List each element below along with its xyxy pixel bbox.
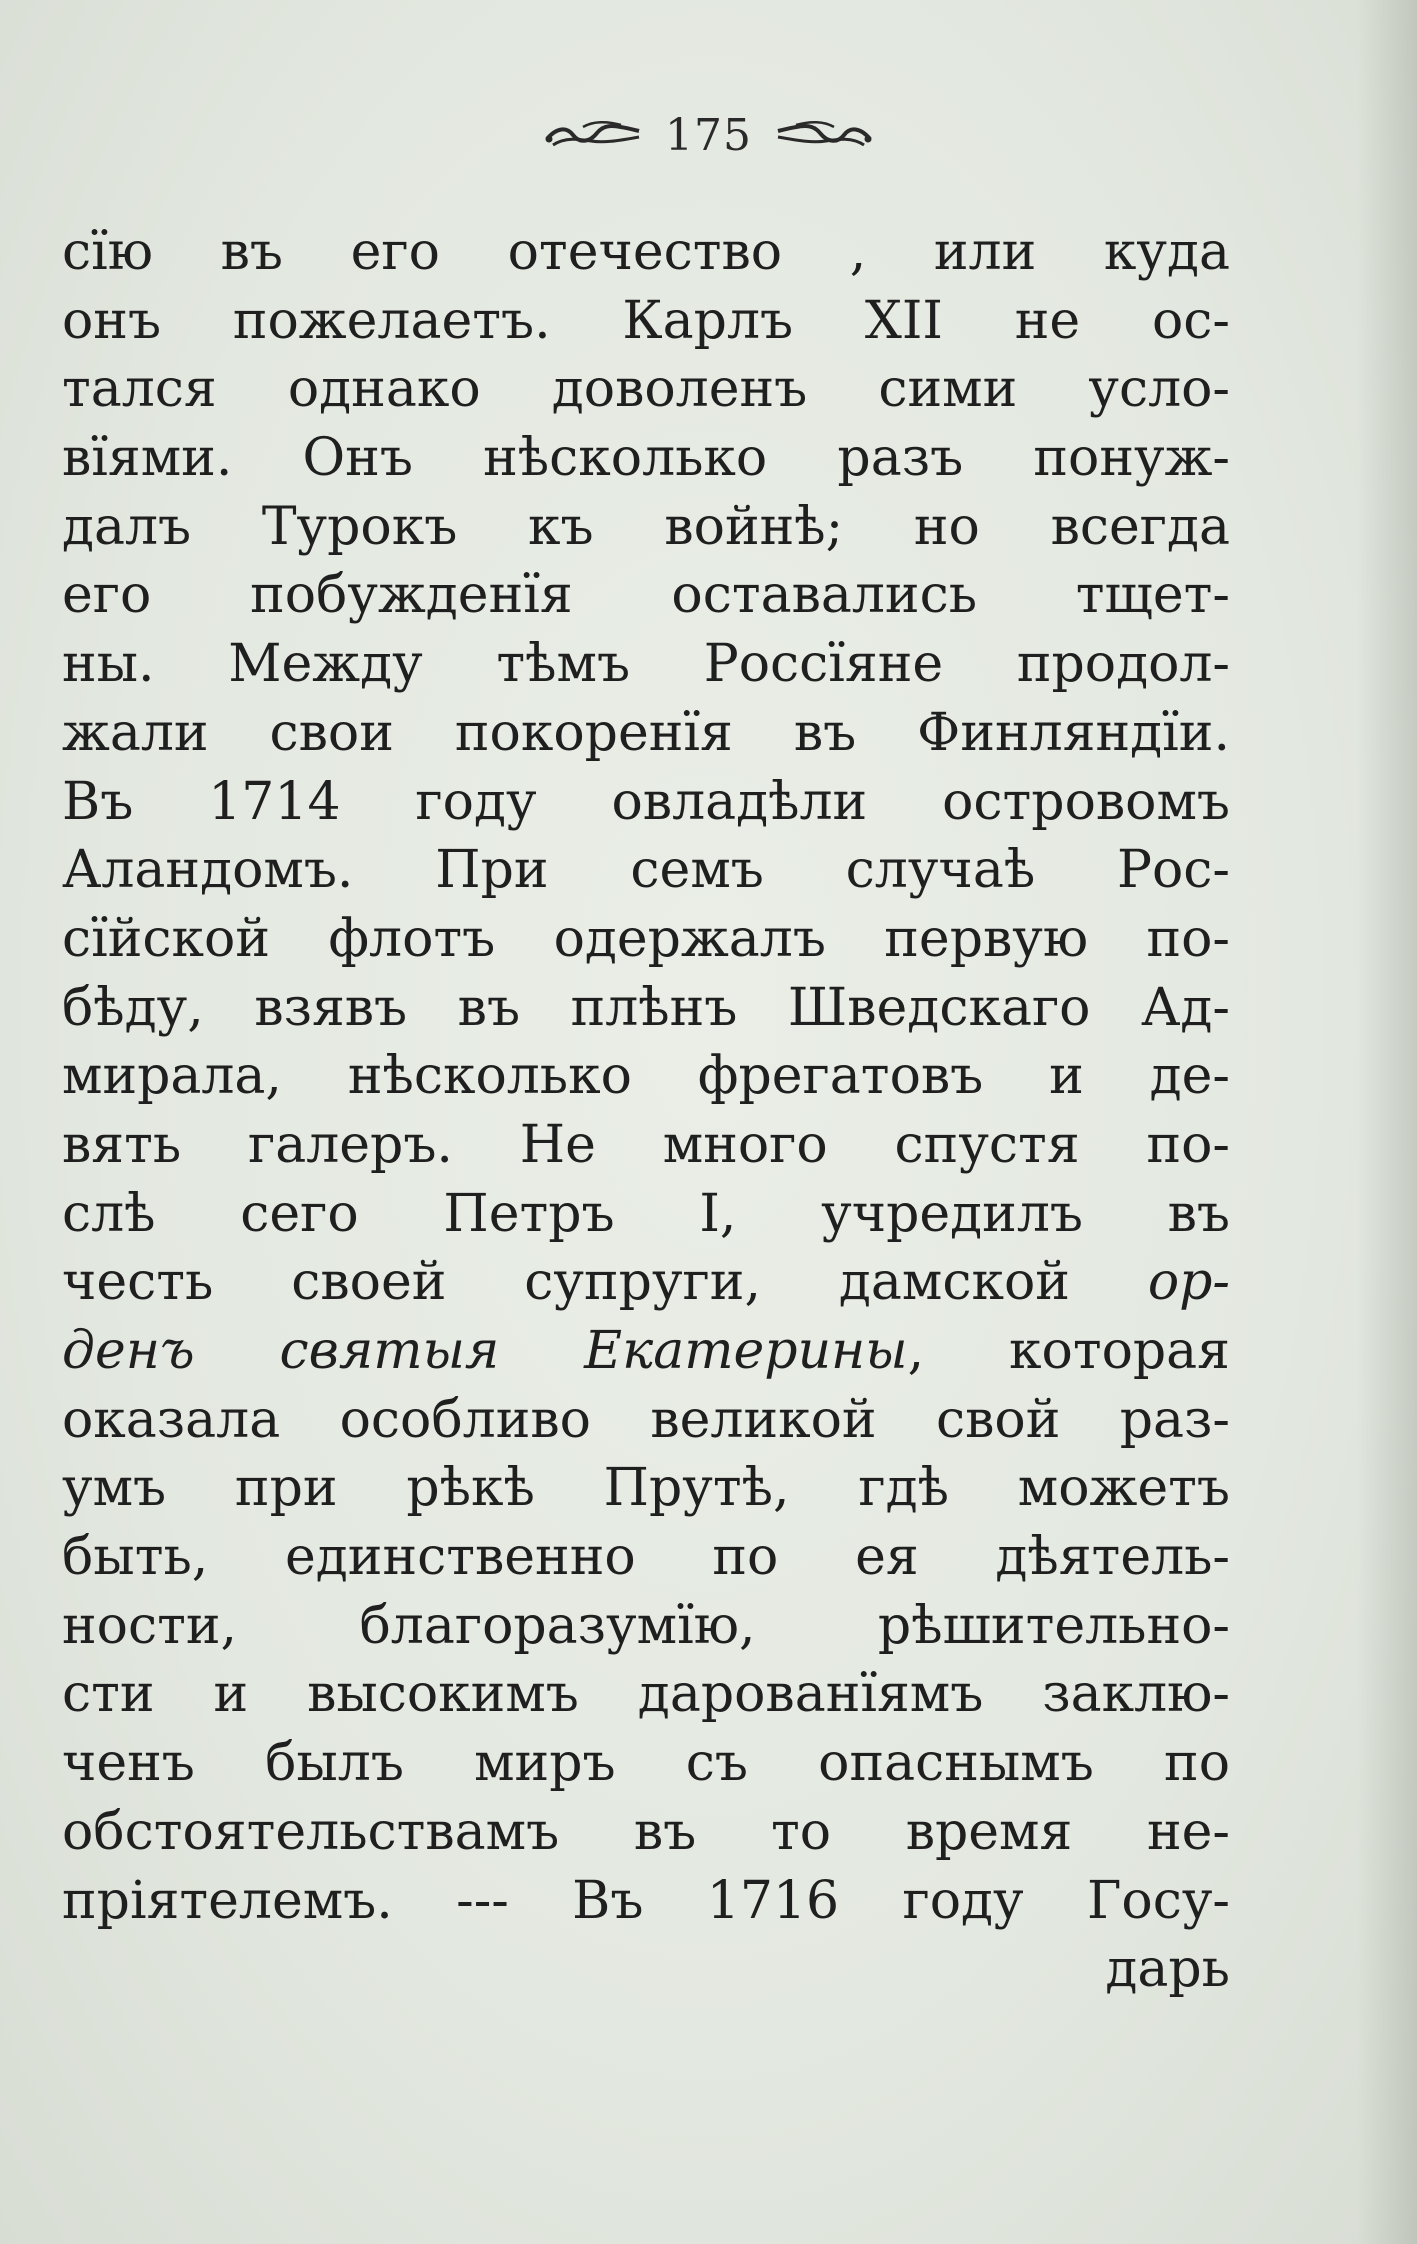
page-edge-shadow [1357, 0, 1417, 2244]
text-segment: вять галеръ. Не много спустя по- [62, 1114, 1230, 1175]
text-segment: прiятелемъ. --- Въ 1716 году Госу- [62, 1870, 1230, 1931]
text-segment: далъ Турокъ къ войнѣ; но всегда [62, 496, 1230, 557]
text-line [62, 974, 1230, 1043]
text-line [62, 699, 1230, 768]
text-line [62, 218, 1230, 287]
text-segment: честь своей супруги, дамской [62, 1252, 1148, 1313]
text-line [62, 1180, 1230, 1249]
text-segment: обстоятельствамъ въ то время не- [62, 1801, 1230, 1862]
text-segment: быть, единственно по ея дѣятель- [62, 1527, 1230, 1588]
text-segment: ны. Между тѣмъ Россїяне продол- [62, 634, 1230, 695]
text-segment: слѣ сего Петръ I, учредилъ въ [62, 1183, 1230, 1244]
text-segment: оказала особливо великой свой раз- [62, 1389, 1230, 1450]
text-line [62, 493, 1230, 562]
text-segment: жали свои покоренїя въ Финляндїи. [62, 702, 1230, 763]
left-ornament-icon [543, 117, 643, 153]
text-segment: ченъ былъ миръ съ опаснымъ по [62, 1733, 1230, 1794]
text-line [62, 287, 1230, 356]
text-segment: ности, благоразумїю, рѣшительно- [62, 1595, 1230, 1656]
page-header [0, 100, 1417, 170]
text-segment: бѣду, взявъ въ плѣнъ Шведскаго Ад- [62, 977, 1230, 1038]
text-line [62, 836, 1230, 905]
text-line [62, 1317, 1230, 1386]
text-segment: сїю въ его отечество , или куда [62, 222, 1230, 282]
text-segment: онъ пожелаетъ. Карлъ XII не ос- [62, 290, 1230, 351]
text-line [62, 1248, 1230, 1317]
text-line [62, 1935, 1230, 2004]
text-line [62, 1523, 1230, 1592]
text-line [62, 1386, 1230, 1455]
text-segment: Въ 1714 году овладѣли островомъ [62, 771, 1230, 832]
text-line [62, 1660, 1230, 1729]
text-segment: умъ при рѣкѣ Прутѣ, гдѣ можетъ [62, 1458, 1230, 1519]
text-line [62, 1111, 1230, 1180]
text-line [62, 1867, 1230, 1936]
text-segment: тался однако доволенъ сими усло- [62, 359, 1230, 420]
right-ornament-icon [774, 117, 874, 153]
text-line [62, 630, 1230, 699]
text-line [62, 1592, 1230, 1661]
body-text [62, 218, 1230, 2004]
text-segment: вїями. Онъ нѣсколько разъ понуж- [62, 428, 1230, 489]
text-line [62, 561, 1230, 630]
text-line [62, 424, 1230, 493]
text-line [62, 1729, 1230, 1798]
text-segment: мирала, нѣсколько фрегатовъ и де- [62, 1046, 1230, 1107]
text-segment: сти и высокимъ дарованїямъ заклю- [62, 1664, 1230, 1725]
text-segment: его побужденїя оставались тщет- [62, 565, 1230, 626]
text-line [62, 905, 1230, 974]
text-line [62, 1042, 1230, 1111]
text-segment: дарь [1105, 1939, 1230, 2000]
text-line [62, 1454, 1230, 1523]
page-number: 175 [665, 109, 752, 161]
text-line [62, 768, 1230, 837]
text-segment: сїйской флотъ одержалъ первую по- [62, 908, 1230, 969]
italic-text: ор- [1147, 1252, 1230, 1313]
italic-text: денъ святыя Екатерины [62, 1321, 908, 1381]
text-line [62, 1798, 1230, 1867]
text-line [62, 355, 1230, 424]
text-segment: , которая [907, 1321, 1230, 1381]
text-segment: Аландомъ. При семъ случаѣ Рос- [62, 840, 1230, 901]
